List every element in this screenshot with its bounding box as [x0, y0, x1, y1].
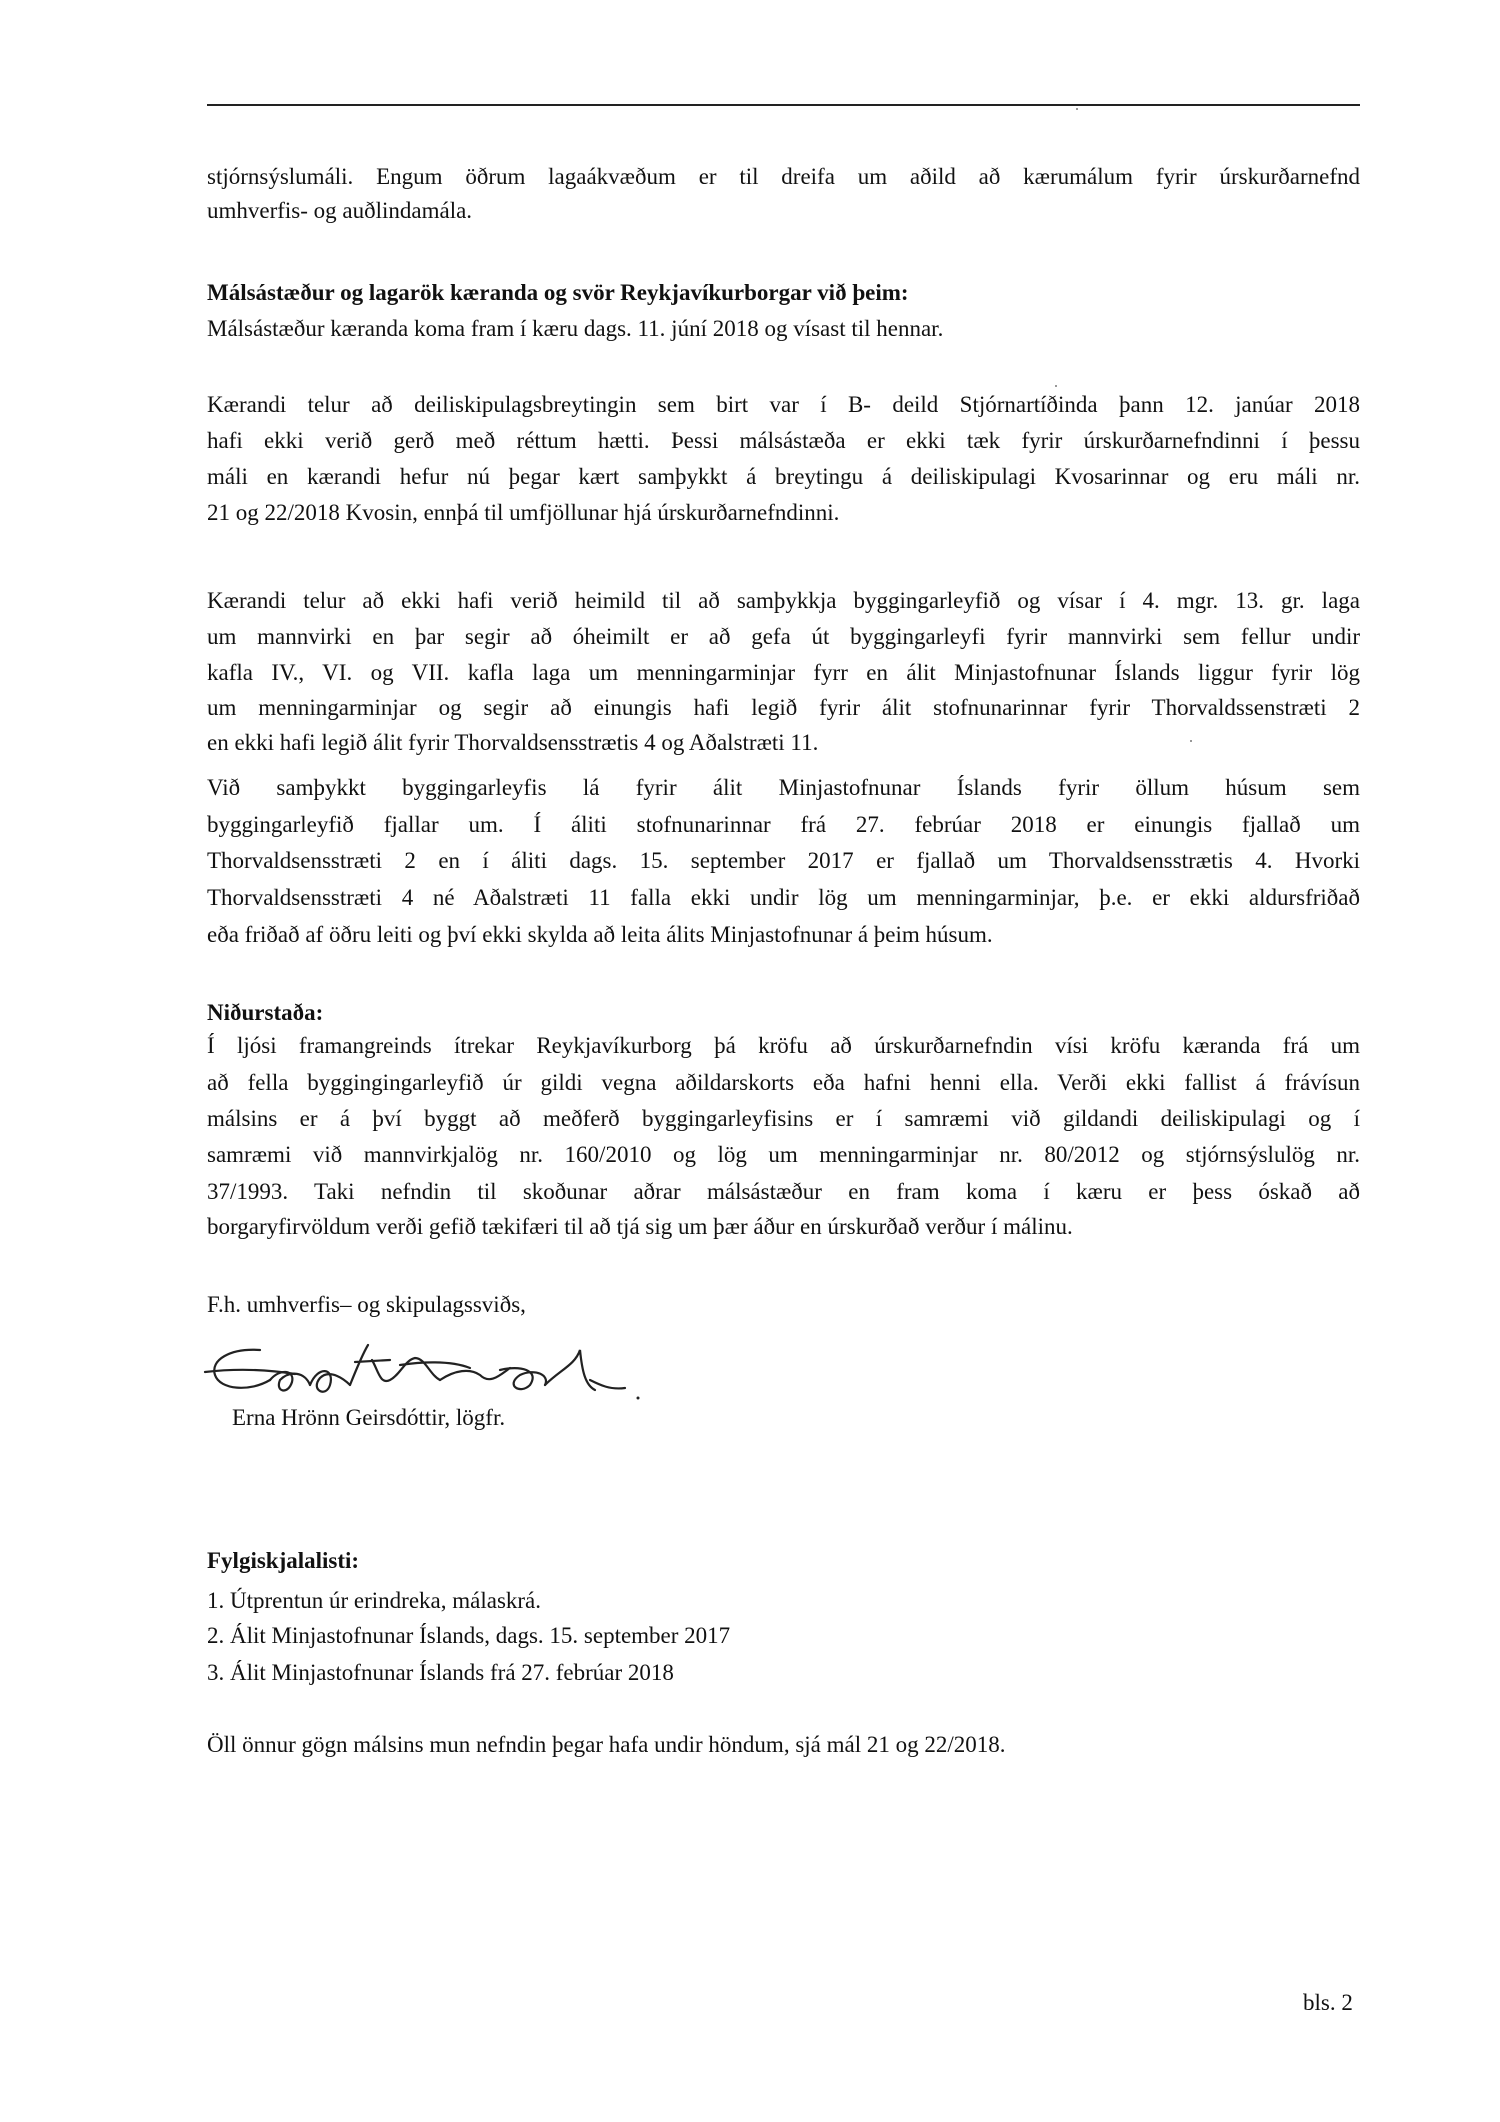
- attachment-item: 2. Álit Minjastofnunar Íslands, dags. 15. september 2017: [207, 1623, 731, 1648]
- conclusion-heading: Niðurstaða:: [207, 1000, 324, 1025]
- paragraph-line: málsins er á því byggt að meðferð byggingarleyfisins er í samræmi við gildandi deiliskipulagi og í: [207, 1106, 1360, 1131]
- page-number: bls. 2: [1303, 1990, 1353, 2015]
- paragraph-line: Thorvaldsensstræti 4 né Aðalstræti 11 falla ekki undir lög um menningarminjar, þ.e. er ekki aldursfriðað: [207, 885, 1360, 910]
- paragraph-line: máli en kærandi hefur nú þegar kært samþykkt á breytingu á deiliskipulagi Kvosarinnar og eru máli nr.: [207, 464, 1360, 489]
- paragraph-line: um mannvirki en þar segir að óheimilt er að gefa út byggingarleyfi fyrir mannvirki sem fellur undir: [207, 624, 1360, 649]
- paragraph-line: borgaryfirvöldum verði gefið tækifæri til að tjá sig um þær áður en úrskurðað verður í málinu.: [207, 1214, 1073, 1239]
- signatory-name: Erna Hrönn Geirsdóttir, lögfr.: [232, 1405, 506, 1430]
- paragraph-line: kafla IV., VI. og VII. kafla laga um menningarminjar fyrr en álit Minjastofnunar Íslands liggur fyrir lög: [207, 660, 1360, 685]
- paragraph-line: 21 og 22/2018 Kvosin, ennþá til umfjöllunar hjá úrskurðarnefndinni.: [207, 500, 840, 525]
- closing-line: F.h. umhverfis– og skipulagssviðs,: [207, 1292, 526, 1317]
- paragraph-line: að fella byggingingarleyfið úr gildi vegna aðildarskorts eða hafni henni ella. Verði ekki fallist á frávísun: [207, 1070, 1360, 1095]
- paragraph-line: um menningarminjar og segir að einungis hafi legið fyrir álit stofnunarinnar fyrir Thorvaldssenstræti 2: [207, 695, 1360, 720]
- paragraph-line: stjórnsýslumáli. Engum öðrum lagaákvæðum er til dreifa um aðild að kærumálum fyrir úrskurðarnefnd: [207, 164, 1360, 189]
- attachment-item: 3. Álit Minjastofnunar Íslands frá 27. febrúar 2018: [207, 1660, 674, 1685]
- paragraph-line: hafi ekki verið gerð með réttum hætti. Þessi málsástæða er ekki tæk fyrir úrskurðarnefndinni í þessu: [207, 428, 1360, 453]
- scan-speck: [1076, 108, 1078, 110]
- paragraph-line: Kærandi telur að ekki hafi verið heimild til að samþykkja byggingarleyfið og vísar í 4. mgr. 13. gr. laga: [207, 588, 1360, 613]
- header-rule: [207, 104, 1360, 106]
- paragraph-line: Málsástæður kæranda koma fram í kæru dags. 11. júní 2018 og vísast til hennar.: [207, 316, 944, 341]
- scan-speck: [1055, 385, 1057, 387]
- paragraph-line: Thorvaldsensstræti 2 en í áliti dags. 15. september 2017 er fjallað um Thorvaldsensstrætis 4. Hvorki: [207, 848, 1360, 873]
- paragraph-line: en ekki hafi legið álit fyrir Thorvaldsensstrætis 4 og Aðalstræti 11.: [207, 730, 819, 755]
- scan-speck: [1190, 740, 1192, 742]
- final-note: Öll önnur gögn málsins mun nefndin þegar hafa undir höndum, sjá mál 21 og 22/2018.: [207, 1732, 1006, 1757]
- attachments-heading: Fylgiskjalalisti:: [207, 1548, 360, 1573]
- section-heading: Málsástæður og lagarök kæranda og svör Reykjavíkurborgar við þeim:: [207, 280, 909, 305]
- paragraph-line: byggingarleyfið fjallar um. Í áliti stofnunarinnar frá 27. febrúar 2018 er einungis fjallað um: [207, 812, 1360, 837]
- attachment-item: 1. Útprentun úr erindreka, málaskrá.: [207, 1588, 542, 1613]
- paragraph-line: Í ljósi framangreinds ítrekar Reykjavíkurborg þá kröfu að úrskurðarnefndin vísi kröfu kæranda frá um: [207, 1033, 1360, 1058]
- paragraph-line: Við samþykkt byggingarleyfis lá fyrir álit Minjastofnunar Íslands fyrir öllum húsum sem: [207, 775, 1360, 800]
- paragraph-line: 37/1993. Taki nefndin til skoðunar aðrar málsástæður en fram koma í kæru er þess óskað að: [207, 1179, 1360, 1204]
- paragraph-line: umhverfis- og auðlindamála.: [207, 198, 473, 223]
- paragraph-line: Kærandi telur að deiliskipulagsbreytingin sem birt var í B- deild Stjórnartíðinda þann 12. janúar 2018: [207, 392, 1360, 417]
- paragraph-line: samræmi við mannvirkjalög nr. 160/2010 og lög um menningarminjar nr. 80/2012 og stjórnsýslulög nr.: [207, 1142, 1360, 1167]
- paragraph-line: eða friðað af öðru leiti og því ekki skylda að leita álits Minjastofnunar á þeim húsum.: [207, 922, 993, 947]
